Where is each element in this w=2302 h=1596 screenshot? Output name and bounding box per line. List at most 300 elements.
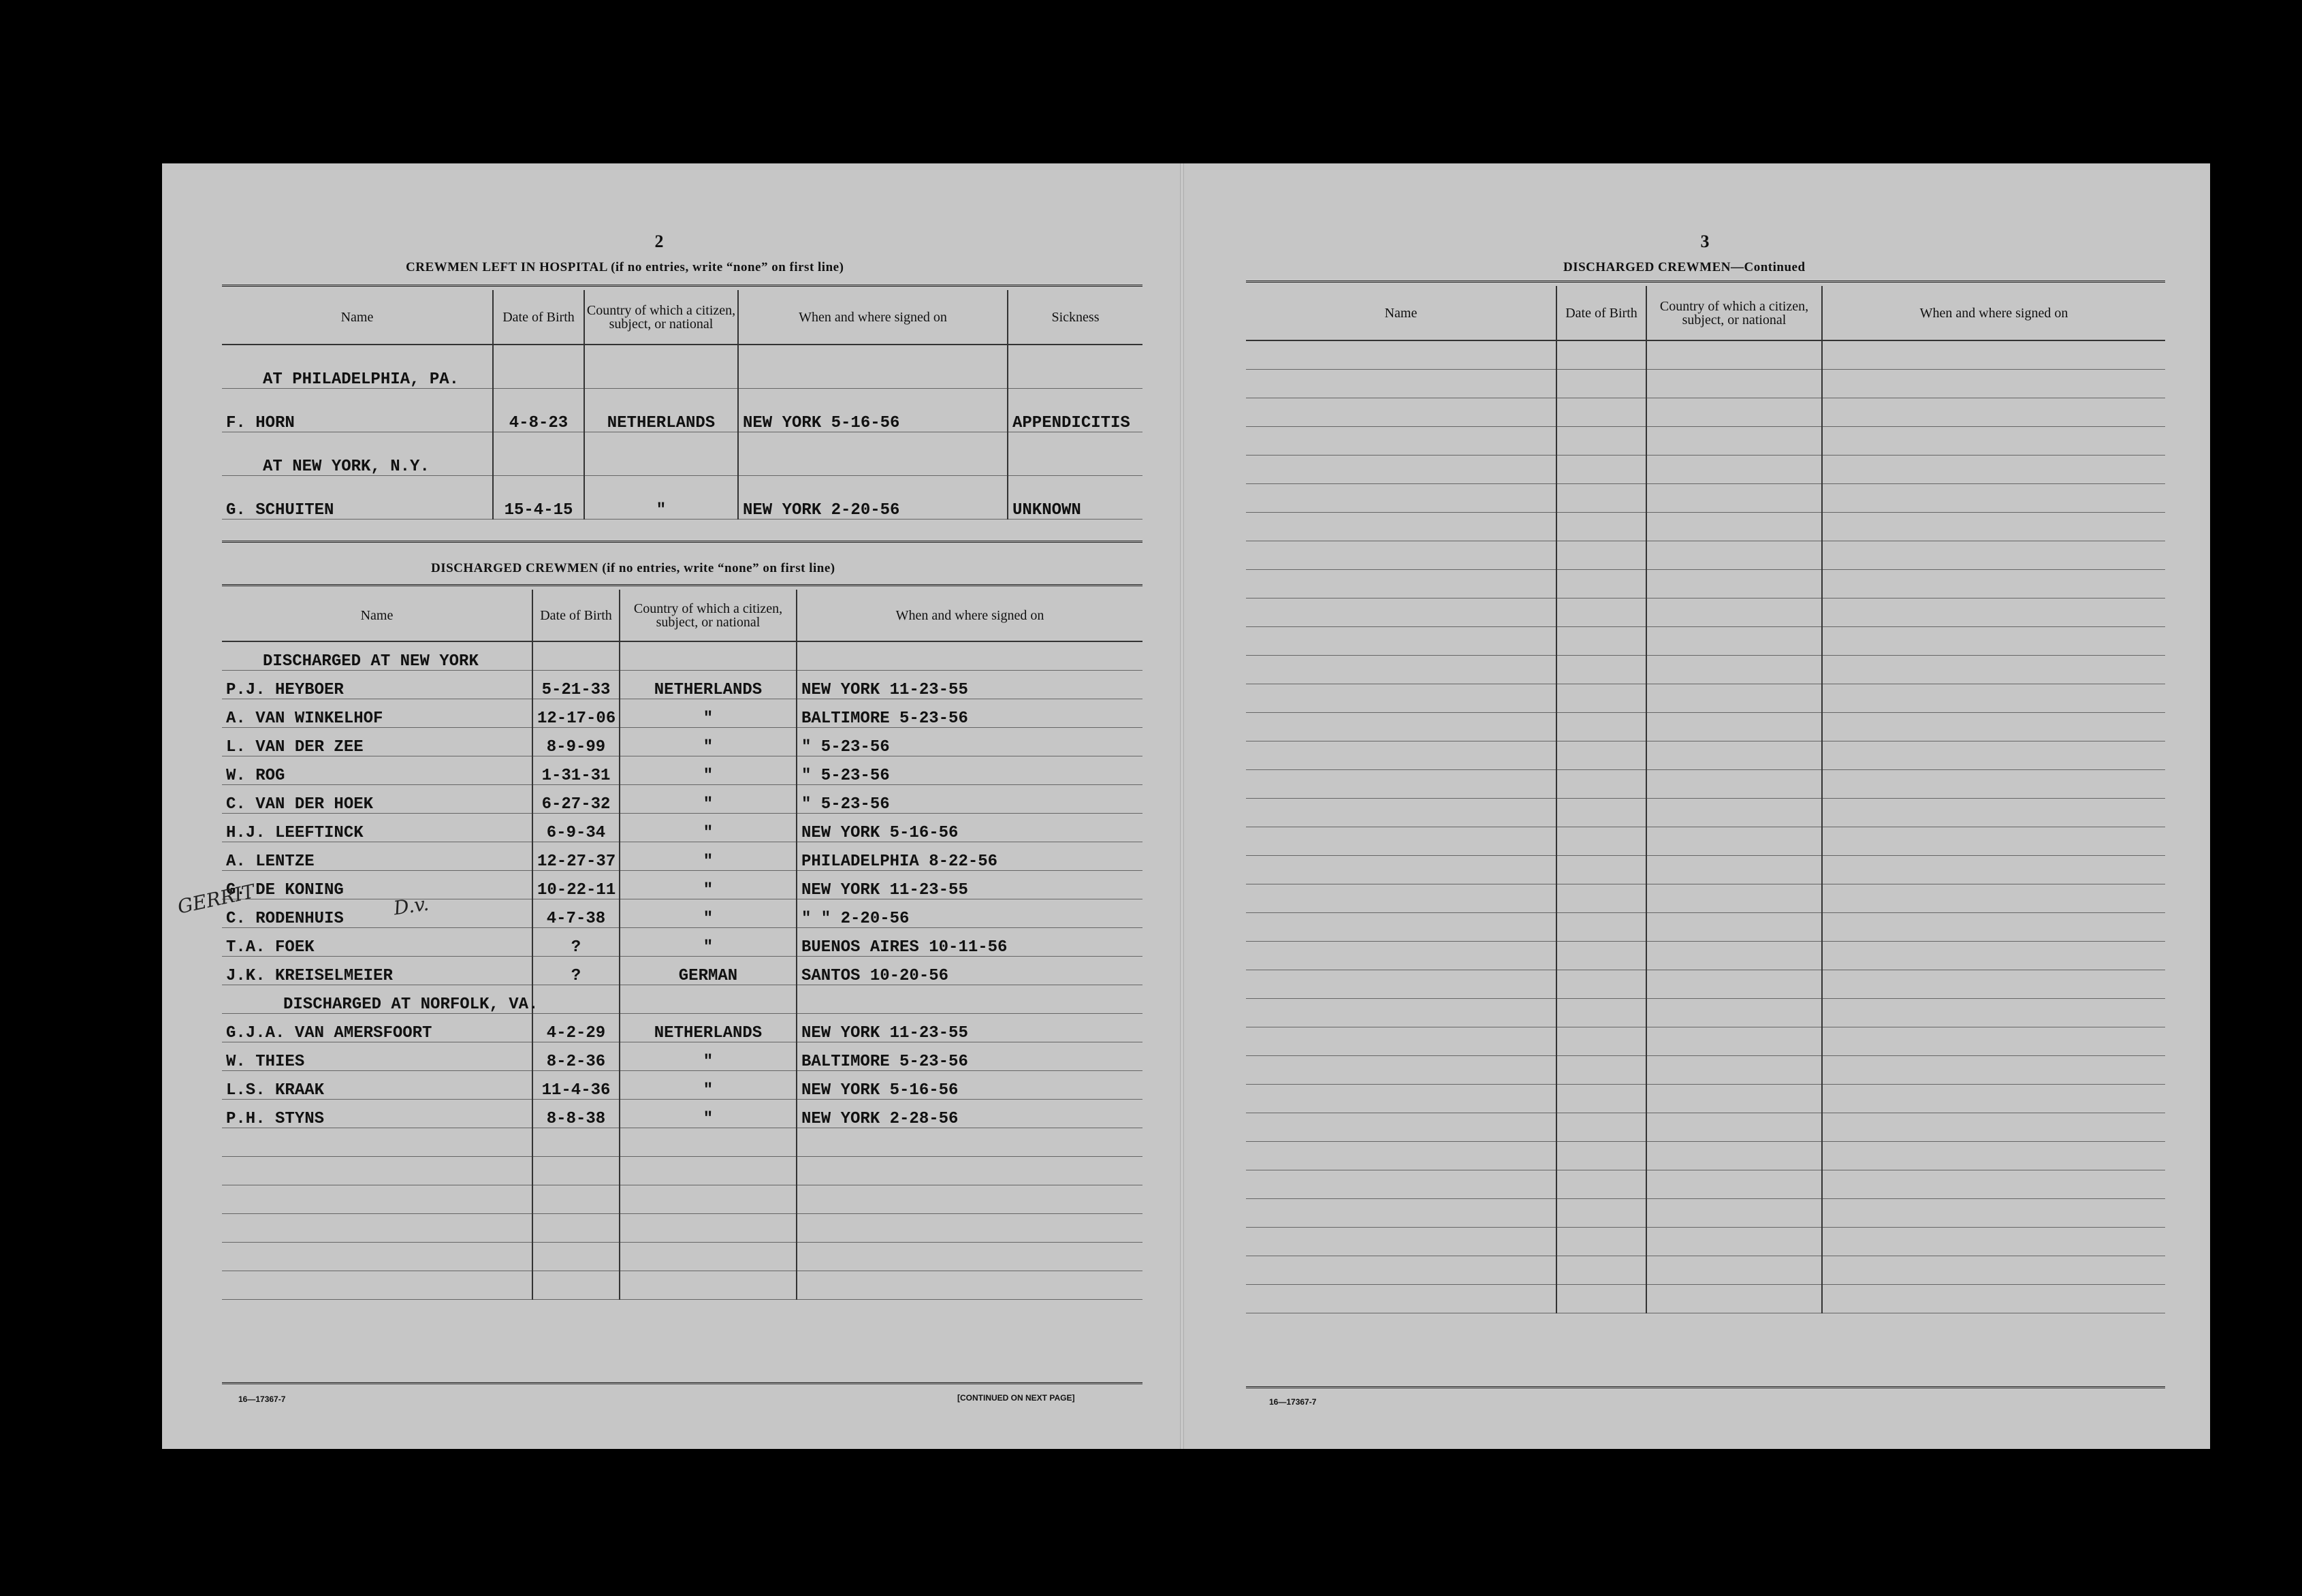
table-row (1246, 741, 2165, 769)
blank-cell (1646, 1284, 1822, 1313)
table-section-row (222, 641, 1142, 670)
cell-signed: NEW YORK 11-23-55 (797, 670, 1142, 699)
blank-cell (1822, 398, 2165, 426)
table-row (1246, 483, 2165, 512)
table-row (222, 1128, 1142, 1156)
cell-country: " (620, 727, 797, 756)
blank-cell (1246, 1198, 1556, 1227)
blank-cell (1646, 769, 1822, 798)
cell-dob: 4-2-29 (532, 1013, 620, 1042)
cell-name: DISCHARGED AT NORFOLK, VA. (222, 985, 532, 1013)
cell-signed (738, 432, 1008, 475)
blank-cell (1646, 1227, 1822, 1256)
cell-dob: 8-9-99 (532, 727, 620, 756)
cell-dob (532, 1156, 620, 1185)
blank-cell (1822, 884, 2165, 912)
blank-cell (1246, 1084, 1556, 1113)
cell-signed (797, 1128, 1142, 1156)
blank-cell (1246, 569, 1556, 598)
cell-signed (797, 1242, 1142, 1271)
cell-dob (532, 1242, 620, 1271)
table-row (1246, 684, 2165, 712)
table-row (222, 870, 1142, 899)
blank-cell (1822, 712, 2165, 741)
blank-cell (1646, 1055, 1822, 1084)
table-row (1246, 1113, 2165, 1141)
cell-dob (532, 985, 620, 1013)
cell-country: NETHERLANDS (584, 388, 738, 432)
cell-dob (532, 1185, 620, 1213)
table-row (222, 1013, 1142, 1042)
blank-cell (1246, 741, 1556, 769)
blank-cell (1646, 1198, 1822, 1227)
blank-cell (1822, 998, 2165, 1027)
cell-dob (532, 641, 620, 670)
blank-cell (1246, 712, 1556, 741)
blank-cell (1556, 1170, 1646, 1198)
table-row (1246, 827, 2165, 855)
cell-name: G.J.A. VAN AMERSFOORT (222, 1013, 532, 1042)
blank-cell (1646, 369, 1822, 398)
blank-cell (1646, 1256, 1822, 1284)
blank-cell (1646, 398, 1822, 426)
discharged-bottom-rule (222, 1382, 1142, 1384)
blank-cell (1646, 512, 1822, 541)
table-section-row (222, 432, 1142, 475)
cell-country: " (620, 1070, 797, 1099)
blank-cell (1556, 626, 1646, 655)
blank-cell (1556, 1113, 1646, 1141)
cell-country: " (620, 927, 797, 956)
table-row (1246, 426, 2165, 455)
blank-cell (1556, 512, 1646, 541)
cell-signed (797, 1156, 1142, 1185)
blank-cell (1646, 455, 1822, 483)
table-row (1246, 655, 2165, 684)
cell-country: " (620, 842, 797, 870)
blank-cell (1646, 483, 1822, 512)
blank-cell (1646, 970, 1822, 998)
table-row (1246, 998, 2165, 1027)
blank-cell (1822, 941, 2165, 970)
cell-dob: 1-31-31 (532, 756, 620, 784)
blank-cell (1646, 340, 1822, 369)
table-row (222, 784, 1142, 813)
table-section-row (222, 345, 1142, 388)
blank-cell (1646, 569, 1822, 598)
blank-cell (1556, 912, 1646, 941)
blank-cell (1246, 483, 1556, 512)
cell-dob: 4-8-23 (493, 388, 584, 432)
table-row (1246, 626, 2165, 655)
blank-cell (1246, 941, 1556, 970)
cell-name: T.A. FOEK (222, 927, 532, 956)
blank-cell (1822, 1170, 2165, 1198)
cell-signed (738, 345, 1008, 388)
blank-cell (1822, 1227, 2165, 1256)
blank-cell (1646, 1084, 1822, 1113)
cell-name (222, 1128, 532, 1156)
form-number: 16—17367-7 (1269, 1397, 1317, 1407)
cell-name: A. LENTZE (222, 842, 532, 870)
cell-name: C. VAN DER HOEK (222, 784, 532, 813)
blank-cell (1822, 569, 2165, 598)
col-dob: Date of Birth (493, 290, 584, 345)
cell-country: " (620, 1042, 797, 1070)
table-row (222, 1185, 1142, 1213)
table-row (1246, 912, 2165, 941)
cell-signed: NEW YORK 11-23-55 (797, 870, 1142, 899)
blank-cell (1556, 884, 1646, 912)
blank-cell (1822, 798, 2165, 827)
table-row (222, 670, 1142, 699)
cell-name (222, 1242, 532, 1271)
cell-signed (797, 1185, 1142, 1213)
document-paper (162, 163, 2210, 1449)
blank-cell (1246, 1027, 1556, 1055)
table-row (222, 1099, 1142, 1128)
table-row (222, 1070, 1142, 1099)
page-number: 3 (1700, 232, 1710, 251)
table-row (1246, 598, 2165, 626)
cell-country (584, 432, 738, 475)
blank-cell (1556, 998, 1646, 1027)
blank-cell (1822, 1284, 2165, 1313)
blank-cell (1246, 655, 1556, 684)
cell-country (620, 985, 797, 1013)
cell-dob: 10-22-11 (532, 870, 620, 899)
cell-dob (493, 432, 584, 475)
table-row (1246, 1198, 2165, 1227)
cell-dob: 15-4-15 (493, 475, 584, 519)
hospital-bottom-rule (222, 541, 1142, 543)
blank-cell (1646, 684, 1822, 712)
blank-cell (1246, 512, 1556, 541)
blank-cell (1246, 912, 1556, 941)
table-row (1246, 884, 2165, 912)
blank-cell (1556, 769, 1646, 798)
discharged-continued-heading: DISCHARGED CREWMEN—Continued (1563, 260, 1806, 274)
table-row (222, 899, 1142, 927)
col-country: Country of which a citizen, subject, or national (620, 590, 797, 641)
cell-country: GERMAN (620, 956, 797, 985)
blank-cell (1556, 1256, 1646, 1284)
cell-signed (797, 1213, 1142, 1242)
cell-country: " (620, 1099, 797, 1128)
cell-country: " (620, 784, 797, 813)
blank-cell (1556, 1141, 1646, 1170)
blank-cell (1556, 1055, 1646, 1084)
hospital-heading: CREWMEN LEFT IN HOSPITAL (if no entries, write “none” on first line) (406, 260, 844, 274)
cell-signed: " " 2-20-56 (797, 899, 1142, 927)
cell-country: NETHERLANDS (620, 670, 797, 699)
cell-dob: 8-2-36 (532, 1042, 620, 1070)
blank-cell (1556, 741, 1646, 769)
table-row (1246, 1256, 2165, 1284)
blank-cell (1646, 827, 1822, 855)
cell-dob: 6-27-32 (532, 784, 620, 813)
cell-signed: NEW YORK 5-16-56 (738, 388, 1008, 432)
blank-cell (1246, 1256, 1556, 1284)
continued-note: [CONTINUED ON NEXT PAGE] (957, 1393, 1075, 1403)
cell-country (620, 1128, 797, 1156)
cell-signed (797, 641, 1142, 670)
blank-cell (1822, 483, 2165, 512)
blank-cell (1246, 426, 1556, 455)
blank-cell (1246, 798, 1556, 827)
table-row (222, 388, 1142, 432)
blank-cell (1556, 970, 1646, 998)
col-signed: When and where signed on (1822, 286, 2165, 340)
blank-cell (1822, 626, 2165, 655)
discharged-continued-table (1246, 286, 2165, 1313)
cell-signed: " 5-23-56 (797, 727, 1142, 756)
cell-dob: ? (532, 956, 620, 985)
handwritten-initials: D.v. (391, 892, 430, 920)
cell-dob (532, 1128, 620, 1156)
blank-cell (1246, 1141, 1556, 1170)
col-sickness: Sickness (1008, 290, 1142, 345)
cell-name: AT PHILADELPHIA, PA. (222, 345, 493, 388)
cell-country (620, 1156, 797, 1185)
blank-cell (1556, 684, 1646, 712)
table-row (1246, 541, 2165, 569)
cell-name: A. VAN WINKELHOF (222, 699, 532, 727)
blank-cell (1646, 798, 1822, 827)
cell-country (584, 345, 738, 388)
blank-cell (1556, 598, 1646, 626)
blank-cell (1646, 1027, 1822, 1055)
cell-signed: SANTOS 10-20-56 (797, 956, 1142, 985)
cell-dob (532, 1213, 620, 1242)
col-name: Name (222, 590, 532, 641)
blank-cell (1822, 855, 2165, 884)
blank-cell (1822, 512, 2165, 541)
cell-signed: NEW YORK 5-16-56 (797, 1070, 1142, 1099)
blank-cell (1646, 855, 1822, 884)
blank-cell (1246, 541, 1556, 569)
table-row (1246, 1284, 2165, 1313)
blank-cell (1556, 855, 1646, 884)
cell-dob (532, 1271, 620, 1299)
cell-country (620, 1271, 797, 1299)
blank-cell (1822, 655, 2165, 684)
table-row (1246, 398, 2165, 426)
table-row (1246, 512, 2165, 541)
cell-country (620, 1242, 797, 1271)
cell-name (222, 1213, 532, 1242)
blank-cell (1822, 1084, 2165, 1113)
blank-cell (1246, 1113, 1556, 1141)
blank-cell (1246, 1170, 1556, 1198)
cell-country: " (620, 813, 797, 842)
blank-cell (1646, 998, 1822, 1027)
blank-cell (1822, 827, 2165, 855)
cell-name: P.H. STYNS (222, 1099, 532, 1128)
table-row (1246, 340, 2165, 369)
cell-signed: " 5-23-56 (797, 784, 1142, 813)
blank-cell (1822, 970, 2165, 998)
cell-name: W. ROG (222, 756, 532, 784)
table-row (222, 1042, 1142, 1070)
cell-signed: NEW YORK 2-20-56 (738, 475, 1008, 519)
table-row (1246, 941, 2165, 970)
table-row (1246, 369, 2165, 398)
blank-cell (1246, 455, 1556, 483)
blank-cell (1556, 455, 1646, 483)
right-page (1182, 163, 2210, 1449)
blank-cell (1556, 798, 1646, 827)
blank-cell (1646, 741, 1822, 769)
discharged-heading: DISCHARGED CREWMEN (if no entries, write “none” on first line) (431, 561, 835, 575)
blank-cell (1246, 1055, 1556, 1084)
col-dob: Date of Birth (532, 590, 620, 641)
cell-country: NETHERLANDS (620, 1013, 797, 1042)
table-row (222, 699, 1142, 727)
table-section-row (222, 985, 1142, 1013)
cell-signed: NEW YORK 5-16-56 (797, 813, 1142, 842)
right-bottom-rule (1246, 1386, 2165, 1388)
cell-country: " (584, 475, 738, 519)
col-name: Name (222, 290, 493, 345)
hospital-top-rule (222, 285, 1142, 287)
col-signed: When and where signed on (797, 590, 1142, 641)
table-row (222, 842, 1142, 870)
cell-dob: 11-4-36 (532, 1070, 620, 1099)
blank-cell (1822, 769, 2165, 798)
blank-cell (1556, 655, 1646, 684)
cell-dob: 12-17-06 (532, 699, 620, 727)
blank-cell (1246, 369, 1556, 398)
blank-cell (1646, 1141, 1822, 1170)
table-row (222, 475, 1142, 519)
cell-name: H.J. LEEFTINCK (222, 813, 532, 842)
blank-cell (1646, 712, 1822, 741)
cell-name: L.S. KRAAK (222, 1070, 532, 1099)
col-dob: Date of Birth (1556, 286, 1646, 340)
blank-cell (1646, 884, 1822, 912)
cell-country (620, 1213, 797, 1242)
cell-country: " (620, 756, 797, 784)
table-row (222, 1242, 1142, 1271)
table-row (222, 927, 1142, 956)
cell-name: G. SCHUITEN (222, 475, 493, 519)
table-row (1246, 1141, 2165, 1170)
cell-dob: 4-7-38 (532, 899, 620, 927)
table-row (1246, 1170, 2165, 1198)
table-row (222, 1156, 1142, 1185)
blank-cell (1556, 1027, 1646, 1055)
cell-name (222, 1156, 532, 1185)
blank-cell (1646, 912, 1822, 941)
table-row (1246, 712, 2165, 741)
cell-sickness (1008, 432, 1142, 475)
blank-cell (1246, 684, 1556, 712)
cell-name: L. VAN DER ZEE (222, 727, 532, 756)
blank-cell (1646, 655, 1822, 684)
table-row (1246, 1227, 2165, 1256)
cell-sickness (1008, 345, 1142, 388)
table-row (222, 756, 1142, 784)
cell-dob: ? (532, 927, 620, 956)
cell-signed (797, 985, 1142, 1013)
cell-name: AT NEW YORK, N.Y. (222, 432, 493, 475)
blank-cell (1822, 1198, 2165, 1227)
blank-cell (1822, 369, 2165, 398)
cell-dob: 6-9-34 (532, 813, 620, 842)
blank-cell (1556, 827, 1646, 855)
blank-cell (1556, 712, 1646, 741)
table-row (1246, 970, 2165, 998)
cell-name (222, 1185, 532, 1213)
blank-cell (1246, 970, 1556, 998)
cell-signed: BUENOS AIRES 10-11-56 (797, 927, 1142, 956)
cell-country (620, 641, 797, 670)
cell-name: G. DE KONING (222, 870, 532, 899)
blank-cell (1822, 455, 2165, 483)
blank-cell (1246, 626, 1556, 655)
table-row (1246, 798, 2165, 827)
handwritten-margin-note: GERRIT (175, 880, 257, 919)
blank-cell (1246, 398, 1556, 426)
col-name: Name (1246, 286, 1556, 340)
blank-cell (1822, 598, 2165, 626)
blank-cell (1646, 598, 1822, 626)
blank-cell (1646, 541, 1822, 569)
blank-cell (1246, 998, 1556, 1027)
cell-sickness: UNKNOWN (1008, 475, 1142, 519)
blank-cell (1556, 941, 1646, 970)
blank-cell (1822, 541, 2165, 569)
table-row (1246, 769, 2165, 798)
blank-cell (1822, 1141, 2165, 1170)
table-row (1246, 855, 2165, 884)
cell-signed: BALTIMORE 5-23-56 (797, 1042, 1142, 1070)
hospital-table (222, 290, 1142, 520)
discharged-table (222, 590, 1142, 1300)
discharged-top-rule (222, 584, 1142, 586)
col-country: Country of which a citizen, subject, or national (584, 290, 738, 345)
cell-name (222, 1271, 532, 1299)
blank-cell (1822, 340, 2165, 369)
blank-cell (1822, 912, 2165, 941)
blank-cell (1646, 1113, 1822, 1141)
cell-country: " (620, 870, 797, 899)
cell-signed: NEW YORK 11-23-55 (797, 1013, 1142, 1042)
cell-signed: NEW YORK 2-28-56 (797, 1099, 1142, 1128)
cell-name: J.K. KREISELMEIER (222, 956, 532, 985)
cell-signed: " 5-23-56 (797, 756, 1142, 784)
cell-dob: 12-27-37 (532, 842, 620, 870)
cell-dob (493, 345, 584, 388)
cell-country: " (620, 899, 797, 927)
blank-cell (1246, 340, 1556, 369)
blank-cell (1822, 426, 2165, 455)
cell-name: F. HORN (222, 388, 493, 432)
table-row (222, 727, 1142, 756)
cell-dob: 8-8-38 (532, 1099, 620, 1128)
cell-country: " (620, 699, 797, 727)
blank-cell (1646, 426, 1822, 455)
table-row (1246, 1055, 2165, 1084)
right-top-rule (1246, 281, 2165, 283)
blank-cell (1246, 884, 1556, 912)
blank-cell (1822, 1055, 2165, 1084)
blank-cell (1556, 340, 1646, 369)
cell-signed: PHILADELPHIA 8-22-56 (797, 842, 1142, 870)
table-row (222, 813, 1142, 842)
page-number: 2 (654, 232, 664, 251)
